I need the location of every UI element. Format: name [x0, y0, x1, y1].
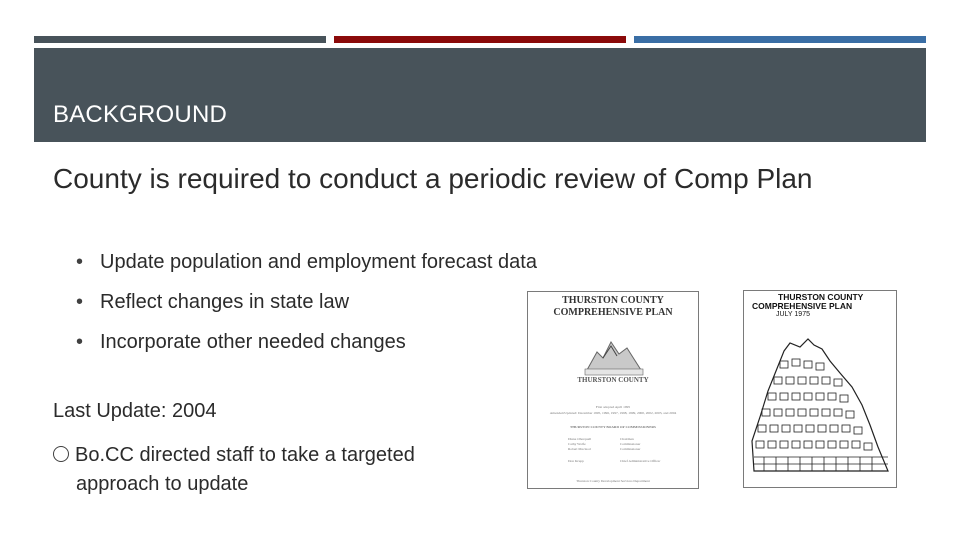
slide-title: BACKGROUND	[53, 101, 228, 128]
bullet-item	[76, 288, 537, 328]
old-cover-date: JULY 1975	[776, 311, 810, 318]
cover-commissioner: Cathy Wolfe	[568, 442, 586, 446]
cover-footer: Thurston County Development Services Department	[576, 479, 650, 483]
bullet-text: Incorporate other needed changes	[100, 331, 406, 353]
cover-role: Chairman	[620, 437, 634, 441]
cover-administrator-role: Chief Administrative Officer	[620, 459, 661, 463]
subpoint-line1: Bo.CC directed staff to take a targeted	[75, 444, 415, 466]
slide-heading: County is required to conduct a periodic review of Comp Plan	[53, 163, 813, 194]
bullet-icon: •	[76, 251, 84, 273]
title-band	[34, 48, 926, 142]
cover-first-adopted: First adopted April 1995	[595, 405, 631, 409]
subpoint	[53, 441, 493, 499]
cover-role: Commissioner	[620, 442, 641, 446]
subpoint-line2: approach to update	[76, 473, 249, 495]
top-bar-red	[334, 36, 626, 43]
cover-title-line2: COMPREHENSIVE PLAN	[553, 307, 673, 318]
cover-commissioner: Robert Macleod	[568, 447, 591, 451]
bullet-icon: •	[76, 331, 84, 353]
bullet-item	[76, 328, 537, 368]
top-bar-blue	[634, 36, 926, 43]
old-cover-title-line2: COMPREHENSIVE PLAN	[752, 301, 853, 311]
old-comp-plan-cover-image	[743, 290, 897, 488]
cover-administrator: Don Krupp	[568, 459, 584, 463]
cover-logo-text: THURSTON COUNTY	[577, 376, 649, 384]
cover-commissioner: Diane Oberquell	[568, 437, 592, 441]
bullet-text: Reflect changes in state law	[100, 291, 350, 313]
bullet-list	[76, 248, 537, 368]
cover-title-line1: THURSTON COUNTY	[562, 295, 664, 306]
cover-board: THURSTON COUNTY BOARD OF COMMISSIONERS	[569, 425, 657, 429]
cover-role: Commissioner	[620, 447, 641, 451]
county-map-sketch-icon	[744, 321, 896, 487]
cover-amended: Amended/Updated: December 1995, 1996, 1997, 1998, 1999, 2000, 2002, 2003, and 2004	[549, 411, 677, 415]
comp-plan-cover-image	[527, 291, 699, 489]
county-logo-icon	[583, 336, 645, 376]
circle-bullet-icon	[53, 446, 69, 462]
old-cover-title	[752, 293, 863, 311]
bullet-item	[76, 248, 537, 288]
old-cover-title-line1: THURSTON COUNTY	[778, 292, 864, 302]
bullet-text: Update population and employment forecast data	[100, 251, 537, 273]
last-update-text: Last Update: 2004	[53, 400, 217, 422]
top-bar-gray	[34, 36, 326, 43]
bullet-icon: •	[76, 291, 84, 313]
